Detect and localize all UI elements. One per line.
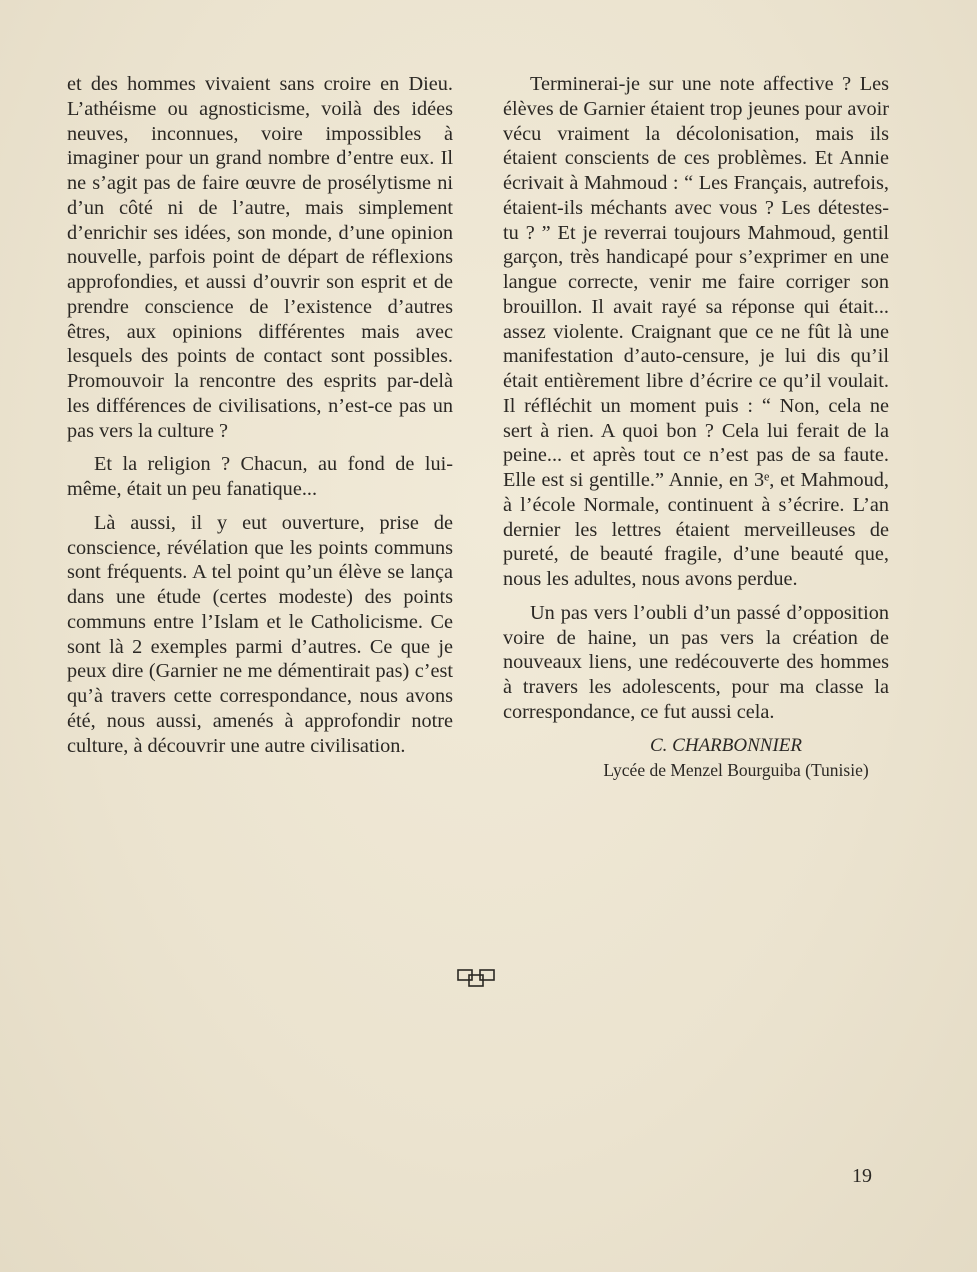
left-paragraph-3: Là aussi, il y eut ouverture, prise de conscience, révélation que les points communs sont fréquents. A tel point qu’un élève se lança dans une étude (certes modeste) des points communs entre l’Islam et le Catholicisme. Ce sont là 2 exemples parmi d’autres. Ce que je peux dire (Garnier ne me démentirait pas) c’est qu’à travers cette correspondance, nous avons été, nous aussi, amenés à approfondir notre culture, à découvrir une autre civilisation. [67,511,453,757]
signature-place: Lycée de Menzel Bourguiba (Tunisie) [603,759,869,780]
left-paragraph-2: Et la religion ? Chacun, au fond de lui-même, était un peu fanatique... [67,453,453,500]
signature-name: C. CHARBONNIER [650,734,802,756]
right-paragraph-1: Terminerai-je sur une note affective ? Les élèves de Garnier étaient trop jeunes pour avoir vécu vraiment la décolonisation, mais ils étaient conscients de ces problèmes. Et Annie écrivait à Mahmoud : “ Les Français, autrefois, étaient-ils méchants avec vous ? Les détestes-tu ? ” Et je reverrai toujours Mahmoud, gentil garçon, très handicapé pour s’exprimer en une langue correcte, venir me faire corriger son brouillon. Il avait rayé sa réponse qui était... assez violente. Craignant que ce ne fût là une manifestation d’auto-censure, je lui dis qu’il était entièrement libre d’écrire ce qu’il voulait. Il réfléchit un moment puis : “ Non, cela ne sert à rien. A quoi bon ? Cela lui ferait de la peine... et après tout ce n’est pas de sa faute. Elle est si gentille.” Annie, en 3ᵉ, et Mahmoud, à l’école Normale, continuent à s’écrire. L’an dernier les lettres étaient merveilleuses de pureté, de beauté fragile, d’une beauté que, nous les adultes, nous avons perdue. [503,73,889,590]
right-paragraph-2: Un pas vers l’oubli d’un passé d’opposition voire de haine, un pas vers la création de nouveaux liens, une redécouverte des hommes à travers les adolescents, pour ma classe la correspondance, ce fut aussi cela. [503,601,889,723]
left-paragraph-1: et des hommes vivaient sans croire en Dieu. L’athéisme ou agnosticisme, voilà des idées neuves, inconnues, voire impossibles à imaginer pour un grand nombre d’entre eux. Il ne s’agit pas de faire œuvre de prosélytisme ni d’un côté ni de l’autre, mais simplement d’enrichir ses idées, son monde, d’une opinion nouvelle, parfois point de départ de réflexions approfondies, et aussi d’ouvrir son esprit et de prendre conscience de l’existence d’autres êtres, aux opinions différentes mais avec lesquels des points de contact sont possibles. Promouvoir la rencontre des esprits par-delà les différences de civilisations, n’est-ce pas un pas vers la culture ? [67,73,453,442]
right-column [503,72,889,782]
left-column [67,72,453,767]
page-number: 19 [852,1165,872,1187]
interlocking-squares-ornament-icon [456,967,496,989]
